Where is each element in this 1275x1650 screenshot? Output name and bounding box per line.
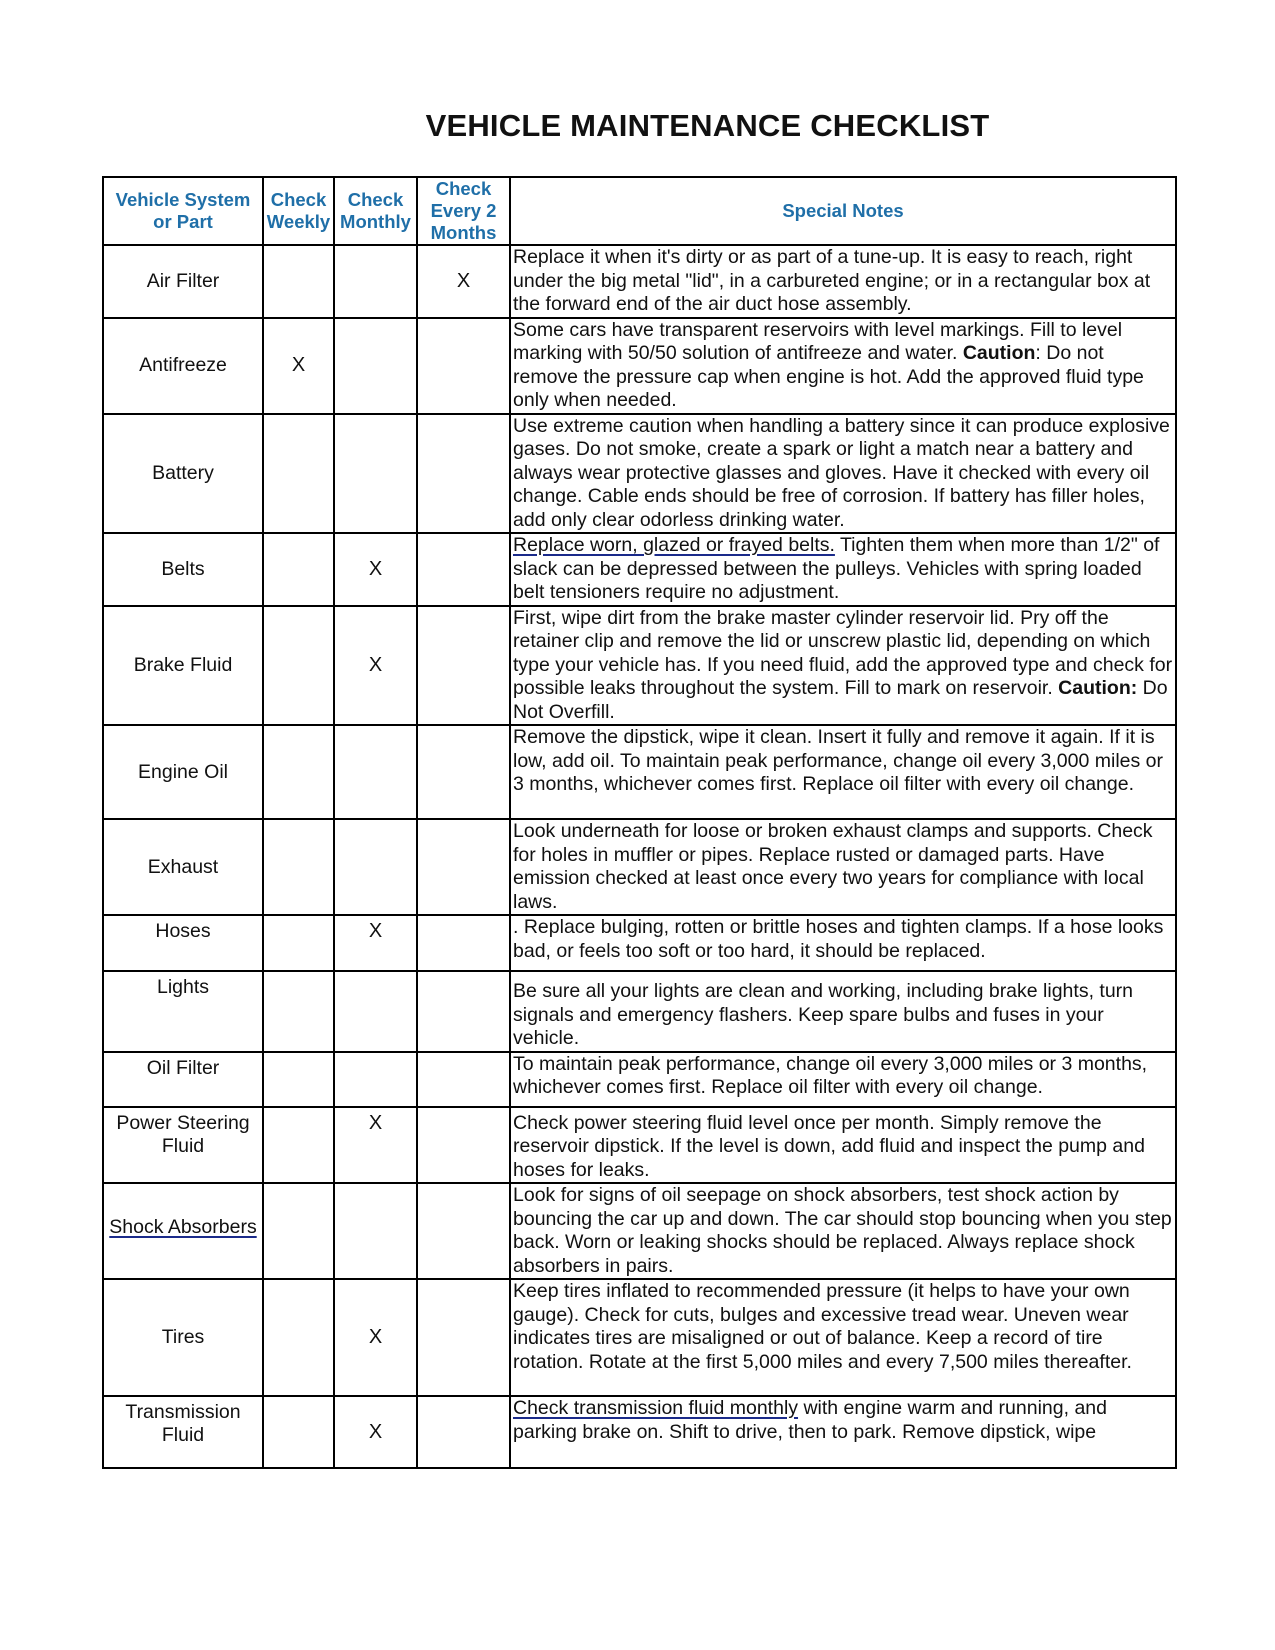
notes-text: Do Not Overfill.	[513, 677, 1168, 723]
notes-text: Some cars have transparent reservoirs with level markings. Fill to level marking with 50/50 solution of antifreeze and water.	[513, 318, 1123, 364]
table-row	[103, 971, 1176, 1052]
header-notes: Special Notes	[510, 177, 1176, 245]
notes-cell: Use extreme caution when handling a battery since it can produce explosive gases. Do not smoke, create a spark or light a match near a battery and always wear protective glasses and gloves. Have it checked with every oil change. Cable ends should be free of corrosion. If battery has filler holes, add only clear odorless drinking water.	[510, 414, 1176, 534]
weekly-cell	[263, 971, 334, 1052]
table-row	[103, 245, 1176, 318]
weekly-cell	[263, 1279, 334, 1396]
part-cell: Oil Filter	[103, 1052, 263, 1107]
notes-cell: Replace it when it's dirty or as part of a tune-up. It is easy to reach, right under the big metal "lid", in a carbureted engine; or in a rectangular box at the forward end of the air duct hose assembly.	[510, 245, 1176, 318]
monthly-cell: X	[334, 606, 417, 726]
notes-cell	[510, 606, 1176, 726]
two-months-cell	[417, 725, 510, 819]
notes-text: Tighten them when more than 1/2" of slack can be depressed between the pulleys. Vehicles with spring loaded belt tensioners require no adjustment.	[513, 534, 1160, 603]
monthly-cell	[334, 971, 417, 1052]
notes-cell: Keep tires inflated to recommended pressure (it helps to have your own gauge). Check for cuts, bulges and excessive tread wear. Uneven wear indicates tires are misaligned or out of balance. Keep a record of tire rotation. Rotate at the first 5,000 miles and every 7,500 miles thereafter.	[510, 1279, 1176, 1396]
part-cell: Air Filter	[103, 245, 263, 318]
maintenance-table	[102, 176, 1177, 1469]
two-months-cell	[417, 1107, 510, 1184]
two-months-cell	[417, 1279, 510, 1396]
table-row	[103, 606, 1176, 726]
two-months-cell	[417, 414, 510, 534]
weekly-cell	[263, 915, 334, 971]
two-months-cell	[417, 971, 510, 1052]
table-row	[103, 533, 1176, 606]
weekly-cell	[263, 1107, 334, 1184]
notes-text: : Do not remove the pressure cap when engine is hot. Add the approved fluid type only when needed.	[513, 342, 1144, 411]
weekly-cell	[263, 414, 334, 534]
transmission-link[interactable]: Check transmission fluid monthly	[513, 1397, 799, 1419]
caution-label: Caution	[962, 342, 1036, 364]
part-cell: Power Steering Fluid	[103, 1107, 263, 1184]
part-cell: Battery	[103, 414, 263, 534]
monthly-cell	[334, 245, 417, 318]
weekly-cell	[263, 245, 334, 318]
belts-link[interactable]: Replace worn, glazed or frayed belts.	[513, 534, 835, 556]
weekly-cell	[263, 1396, 334, 1468]
weekly-cell	[263, 819, 334, 915]
weekly-cell	[263, 725, 334, 819]
two-months-cell	[417, 1183, 510, 1279]
part-cell: Tires	[103, 1279, 263, 1396]
notes-cell: Look for signs of oil seepage on shock absorbers, test shock action by bouncing the car up and down. The car should stop bouncing when you step back. Worn or leaking shocks should be replaced. Always replace shock absorbers in pairs.	[510, 1183, 1176, 1279]
notes-cell: Look underneath for loose or broken exhaust clamps and supports. Check for holes in muffler or pipes. Replace rusted or damaged parts. Have emission checked at least once every two years for compliance with local laws.	[510, 819, 1176, 915]
two-months-cell	[417, 606, 510, 726]
table-row	[103, 1052, 1176, 1107]
header-row	[103, 177, 1176, 245]
table-row	[103, 915, 1176, 971]
part-cell: Brake Fluid	[103, 606, 263, 726]
monthly-cell: X	[334, 1279, 417, 1396]
header-part: Vehicle System or Part	[103, 177, 263, 245]
table-row	[103, 1183, 1176, 1279]
notes-cell: Be sure all your lights are clean and working, including brake lights, turn signals and emergency flashers. Keep spare bulbs and fuses in your vehicle.	[510, 971, 1176, 1052]
two-months-cell	[417, 819, 510, 915]
notes-cell: . Replace bulging, rotten or brittle hoses and tighten clamps. If a hose looks bad, or feels too soft or too hard, it should be replaced.	[510, 915, 1176, 971]
header-weekly: Check Weekly	[263, 177, 334, 245]
weekly-cell	[263, 533, 334, 606]
table-row	[103, 1279, 1176, 1396]
part-cell: Antifreeze	[103, 318, 263, 414]
monthly-cell	[334, 414, 417, 534]
page-title: VEHICLE MAINTENANCE CHECKLIST	[425, 108, 990, 143]
part-cell: Hoses	[103, 915, 263, 971]
part-cell: Belts	[103, 533, 263, 606]
table-row	[103, 1396, 1176, 1468]
part-cell: Transmission Fluid	[103, 1396, 263, 1468]
notes-cell	[510, 1396, 1176, 1468]
header-two-months: Check Every 2 Months	[417, 177, 510, 245]
two-months-cell	[417, 533, 510, 606]
monthly-cell	[334, 1052, 417, 1107]
notes-cell: Check power steering fluid level once per month. Simply remove the reservoir dipstick. If the level is down, add fluid and inspect the pump and hoses for leaks.	[510, 1107, 1176, 1184]
monthly-cell: X	[334, 533, 417, 606]
part-cell	[103, 1183, 263, 1279]
weekly-cell	[263, 1183, 334, 1279]
notes-cell	[510, 318, 1176, 414]
shock-absorbers-link[interactable]: Shock Absorbers	[109, 1215, 257, 1238]
weekly-cell	[263, 606, 334, 726]
table-row	[103, 414, 1176, 534]
monthly-cell	[334, 1183, 417, 1279]
two-months-cell	[417, 1052, 510, 1107]
two-months-cell	[417, 1396, 510, 1468]
monthly-cell	[334, 318, 417, 414]
monthly-cell	[334, 725, 417, 819]
weekly-cell	[263, 1052, 334, 1107]
notes-cell: Remove the dipstick, wipe it clean. Insert it fully and remove it again. If it is low, add oil. To maintain peak performance, change oil every 3,000 miles or 3 months, whichever comes first. Replace oil filter with every oil change.	[510, 725, 1176, 819]
table-row	[103, 819, 1176, 915]
notes-cell	[510, 533, 1176, 606]
two-months-cell	[417, 915, 510, 971]
monthly-cell: X	[334, 1396, 417, 1468]
weekly-cell: X	[263, 318, 334, 414]
caution-label: Caution:	[1058, 677, 1138, 699]
header-monthly: Check Monthly	[334, 177, 417, 245]
part-cell: Lights	[103, 971, 263, 1052]
notes-cell: To maintain peak performance, change oil every 3,000 miles or 3 months, whichever comes first. Replace oil filter with every oil change.	[510, 1052, 1176, 1107]
notes-text: First, wipe dirt from the brake master cylinder reservoir lid. Pry off the retainer clip and remove the lid or unscrew plastic lid, depending on which type your vehicle has. If you need fluid, add the approved type and check for possible leaks throughout the system. Fill to mark on reservoir.	[513, 606, 1173, 699]
two-months-cell	[417, 318, 510, 414]
table-row	[103, 1107, 1176, 1184]
monthly-cell: X	[334, 1107, 417, 1184]
two-months-cell: X	[417, 245, 510, 318]
notes-text: with engine warm and running, and parking brake on. Shift to drive, then to park. Remove dipstick, wipe	[513, 1397, 1107, 1443]
table-row	[103, 725, 1176, 819]
monthly-cell: X	[334, 915, 417, 971]
part-cell: Engine Oil	[103, 725, 263, 819]
part-cell: Exhaust	[103, 819, 263, 915]
monthly-cell	[334, 819, 417, 915]
table-row	[103, 318, 1176, 414]
